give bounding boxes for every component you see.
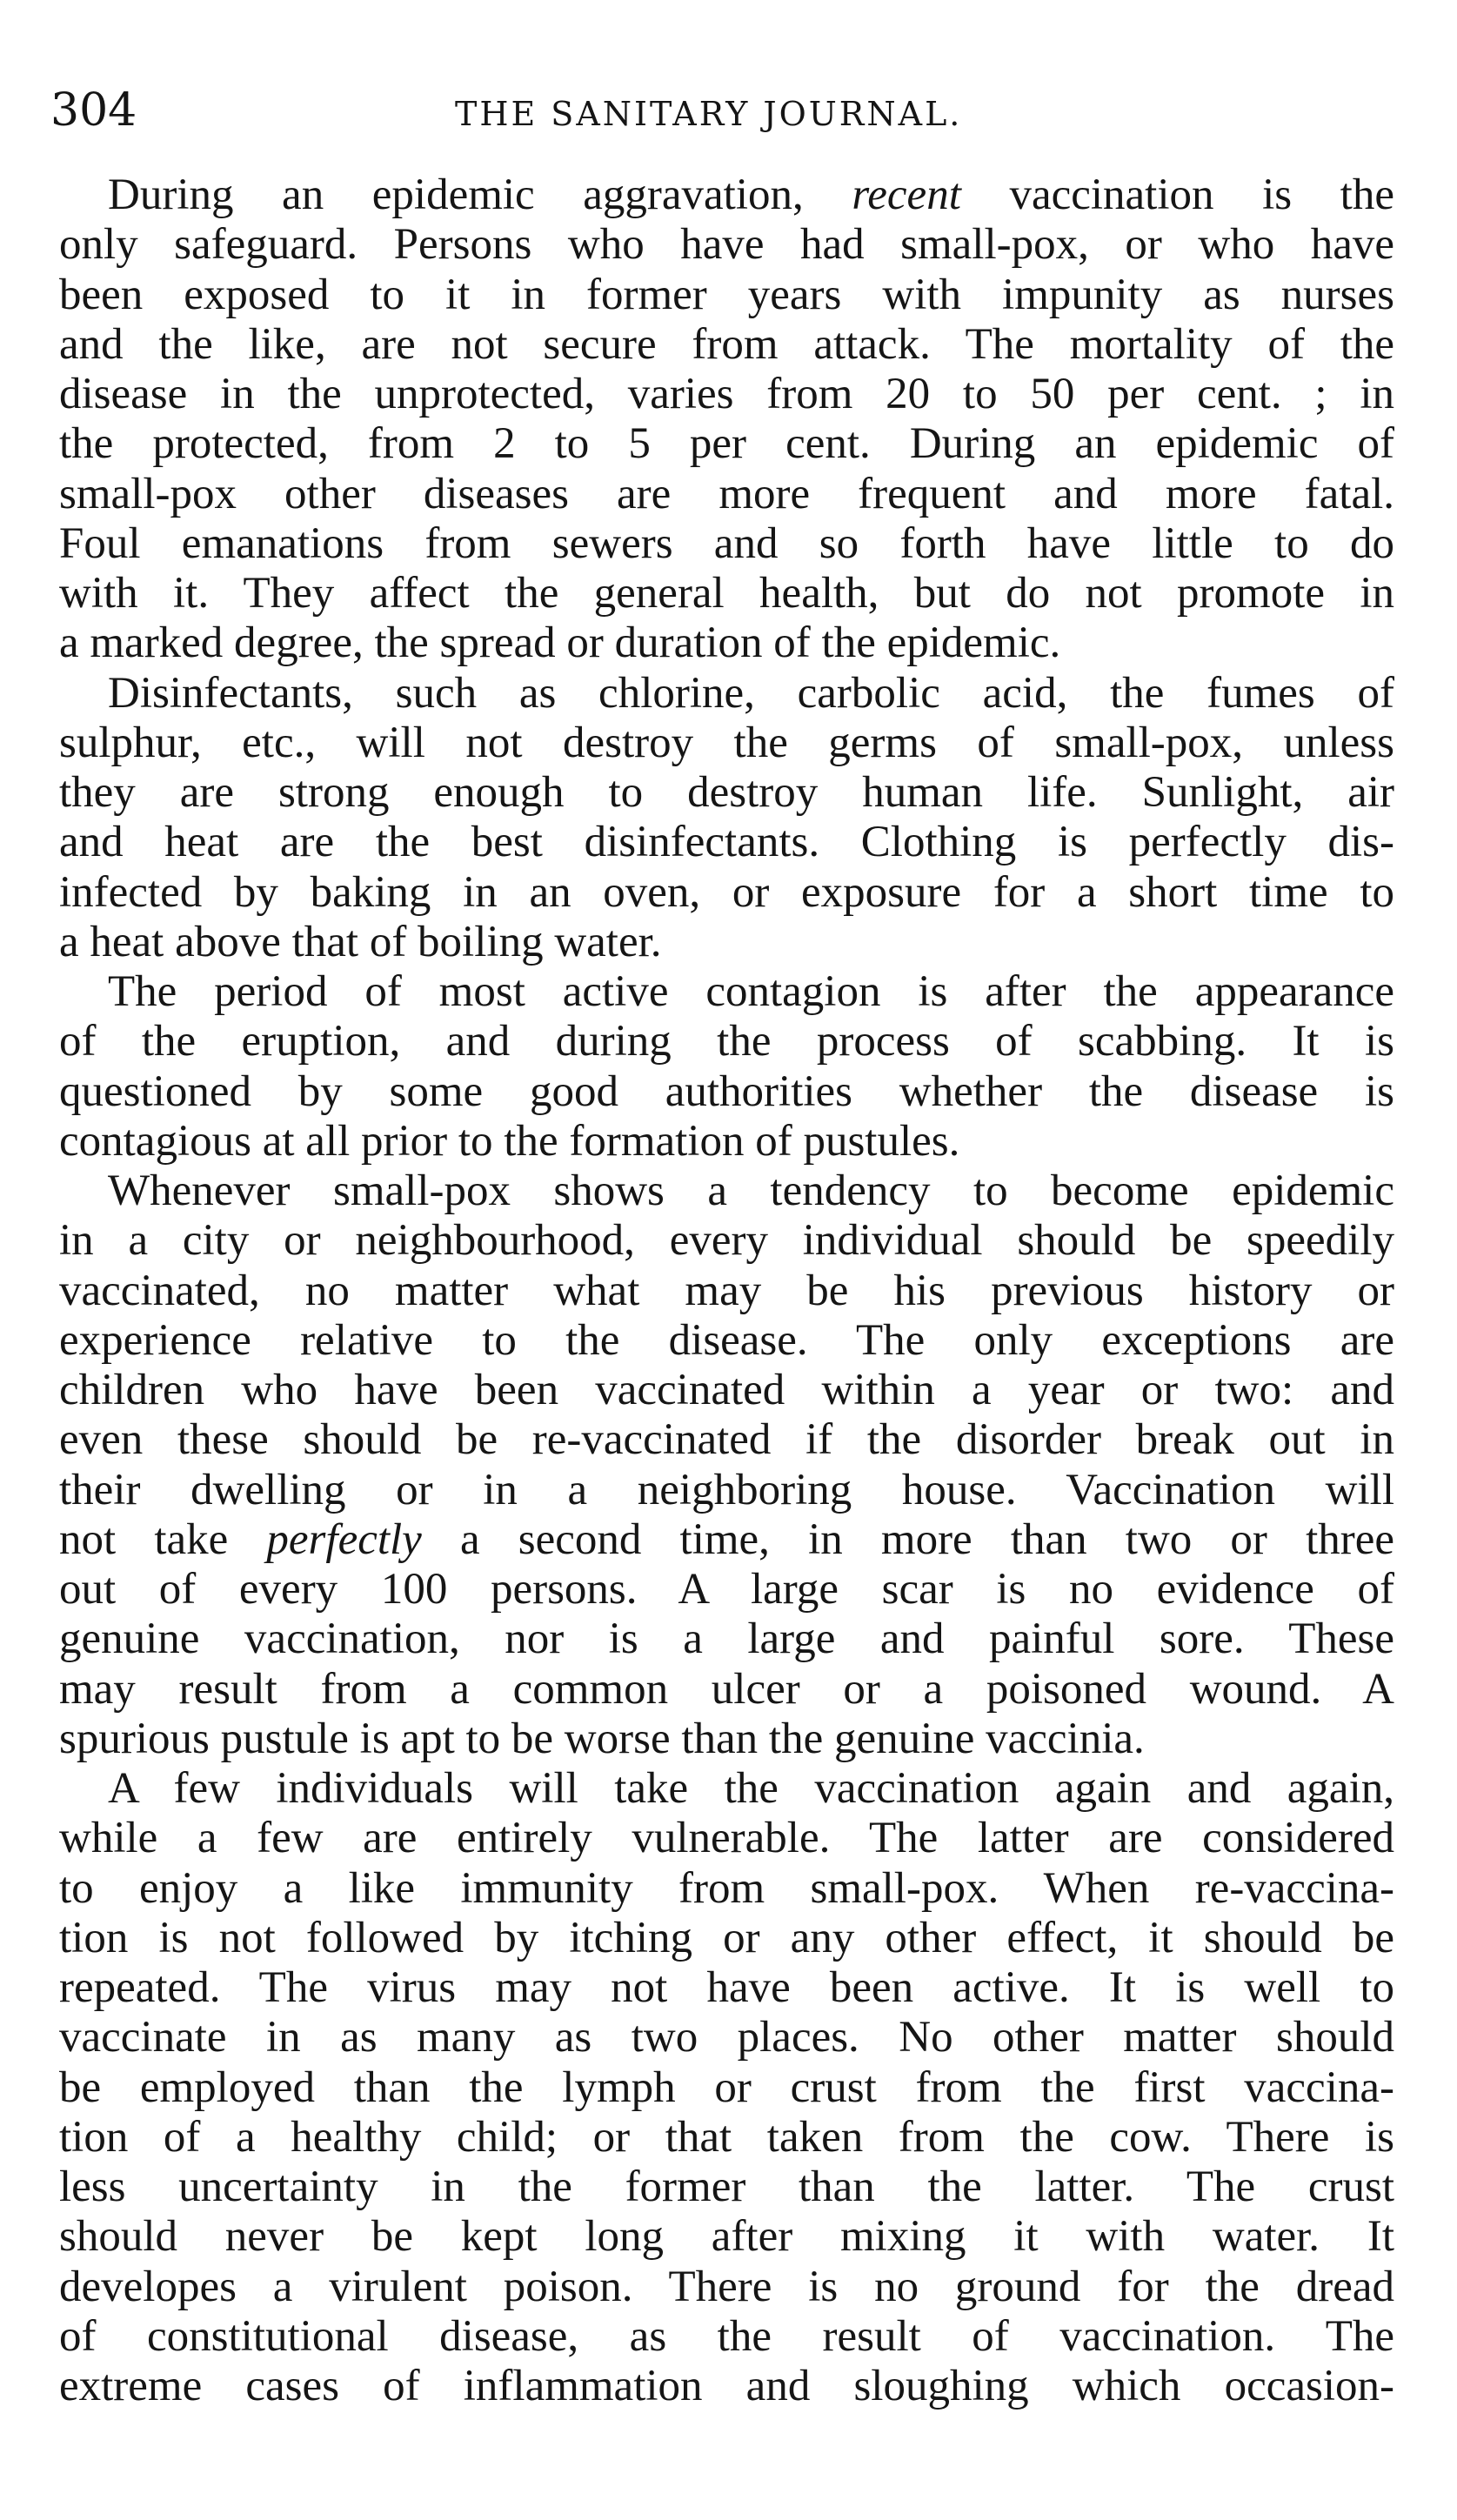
- text-run: in a city or neighbourhood, every individual should be speedily: [59, 1216, 1394, 1266]
- text-line: [59, 1466, 1394, 1515]
- text-line: [59, 2263, 1394, 2312]
- text-line: [59, 271, 1394, 320]
- text-line: [59, 320, 1394, 370]
- text-line: [59, 1017, 1394, 1066]
- paragraph: [59, 967, 1394, 1166]
- paragraph: [59, 1764, 1394, 2411]
- text-line: [59, 669, 1394, 719]
- text-line: [59, 1814, 1394, 1863]
- text-line: [59, 569, 1394, 618]
- text-run: infected by baking in an oven, or exposure for a short time to: [59, 867, 1394, 917]
- text-run: with it. They affect the general health, but do not promote in: [59, 569, 1394, 618]
- text-run: spurious pustule is apt to be worse than the genuine vaccinia.: [59, 1714, 1145, 1763]
- text-run: The period of most active contagion is after the appearance: [108, 967, 1394, 1016]
- text-run: extreme cases of inflammation and sloughing which occasion-: [59, 2362, 1394, 2410]
- text-line: [59, 2362, 1394, 2411]
- text-run: Disinfectants, such as chlorine, carbolic acid, the fumes of: [108, 668, 1394, 718]
- text-run: a marked degree, the spread or duration of the epidemic.: [59, 618, 1061, 668]
- text-line: [59, 1316, 1394, 1366]
- text-line: [59, 1614, 1394, 1664]
- text-line: [59, 1864, 1394, 1914]
- text-line: [59, 2212, 1394, 2262]
- text-line: [59, 1914, 1394, 1963]
- page-header: [50, 80, 1407, 141]
- text-line: [59, 1117, 1394, 1166]
- text-line: [59, 818, 1394, 867]
- text-line: [59, 470, 1394, 519]
- text-line: [59, 220, 1394, 270]
- text-run: may result from a common ulcer or a poisoned wound. A: [59, 1664, 1394, 1714]
- text-run: A few individuals will take the vaccination again and again,: [108, 1764, 1394, 1813]
- text-run: and heat are the best disinfectants. Clothing is perfectly dis-: [59, 818, 1394, 867]
- text-line: [59, 1764, 1394, 1814]
- text-run: sulphur, etc., will not destroy the germs of small-pox, unless: [59, 718, 1394, 767]
- text-line: [59, 1166, 1394, 1216]
- text-line: [59, 1267, 1394, 1316]
- paragraph: [59, 669, 1394, 968]
- text-line: [59, 1565, 1394, 1614]
- text-line: [59, 1216, 1394, 1266]
- text-line: [59, 1067, 1394, 1117]
- text-line: [59, 918, 1394, 967]
- emphasis: recent: [852, 170, 961, 219]
- text-run: vaccinate in as many as two places. No other matter should: [59, 2013, 1394, 2062]
- article-body: [59, 170, 1394, 2411]
- text-line: [59, 2063, 1394, 2113]
- text-line: [59, 1715, 1394, 1764]
- text-run: should never be kept long after mixing it with water. It: [59, 2212, 1394, 2262]
- text-run: developes a virulent poison. There is no ground for the dread: [59, 2262, 1394, 2311]
- text-line: [59, 419, 1394, 469]
- text-run: a heat above that of boiling water.: [59, 917, 662, 966]
- text-run: less uncertainty in the former than the latter. The crust: [59, 2162, 1394, 2211]
- text-line: [59, 2162, 1394, 2212]
- text-line: [59, 519, 1394, 569]
- text-run: genuine vaccination, nor is a large and painful sore. These: [59, 1614, 1394, 1664]
- text-run: children who have been vaccinated within a year or two: and: [59, 1366, 1394, 1414]
- text-run: questioned by some good authorities whether the disease is: [59, 1066, 1394, 1116]
- text-run: vaccinated, no matter what may be his previous history or: [59, 1266, 1394, 1315]
- text-line: [59, 1515, 1394, 1565]
- text-line: [59, 1366, 1394, 1415]
- text-line: [59, 768, 1394, 818]
- text-run: tion of a healthy child; or that taken from the cow. There is: [59, 2112, 1394, 2162]
- text-run: disease in the unprotected, varies from 20 to 50 per cent. ; in: [59, 370, 1394, 418]
- text-run: their dwelling or in a neighboring house. Vaccination will: [59, 1465, 1394, 1514]
- text-run: been exposed to it in former years with impunity as nurses: [59, 270, 1394, 319]
- text-run: a second time, in more than two or three: [421, 1514, 1394, 1564]
- paragraph: [59, 1166, 1394, 1764]
- text-run: vaccination is the: [960, 170, 1394, 219]
- text-run: be employed than the lymph or crust from the first vaccina-: [59, 2062, 1394, 2112]
- text-line: [59, 1415, 1394, 1465]
- text-run: repeated. The virus may not have been active. It is well to: [59, 1963, 1394, 2012]
- text-run: and the like, are not secure from attack. The mortality of the: [59, 319, 1394, 369]
- paragraph: [59, 170, 1394, 669]
- text-run: they are strong enough to destroy human life. Sunlight, air: [59, 768, 1394, 817]
- text-line: [59, 170, 1394, 220]
- text-line: [59, 2312, 1394, 2362]
- text-run: out of every 100 persons. A large scar is no evidence of: [59, 1565, 1394, 1614]
- text-run: of the eruption, and during the process of scabbing. It is: [59, 1017, 1394, 1066]
- text-line: [59, 719, 1394, 768]
- text-line: [59, 2113, 1394, 2162]
- text-run: only safeguard. Persons who have had small-pox, or who have: [59, 220, 1394, 270]
- text-run: of constitutional disease, as the result of vaccination. The: [59, 2311, 1394, 2361]
- text-run: tion is not followed by itching or any other effect, it should be: [59, 1913, 1394, 1962]
- text-run: not take: [59, 1514, 267, 1564]
- text-line: [59, 868, 1394, 918]
- emphasis: perfectly: [266, 1514, 422, 1564]
- text-run: even these should be re-vaccinated if the disorder break out in: [59, 1415, 1394, 1465]
- text-run: while a few are entirely vulnerable. The latter are considered: [59, 1814, 1394, 1863]
- page-number: 304: [50, 84, 137, 137]
- text-run: small-pox other diseases are more frequent and more fatal.: [59, 469, 1394, 518]
- text-line: [59, 967, 1394, 1017]
- text-line: [59, 1665, 1394, 1715]
- text-line: [59, 1963, 1394, 2013]
- text-run: Foul emanations from sewers and so forth have little to do: [59, 518, 1394, 568]
- text-line: [59, 2013, 1394, 2062]
- text-line: [59, 618, 1394, 668]
- text-run: the protected, from 2 to 5 per cent. During an epidemic of: [59, 419, 1394, 469]
- text-run: experience relative to the disease. The only exceptions are: [59, 1315, 1394, 1365]
- text-run: to enjoy a like immunity from small-pox. When re-vaccina-: [59, 1863, 1394, 1913]
- running-title: THE SANITARY JOURNAL.: [455, 95, 963, 133]
- text-run: Whenever small-pox shows a tendency to become epidemic: [108, 1166, 1394, 1215]
- text-run: During an epidemic aggravation,: [108, 170, 852, 219]
- text-run: contagious at all prior to the formation of pustules.: [59, 1116, 960, 1166]
- text-line: [59, 370, 1394, 419]
